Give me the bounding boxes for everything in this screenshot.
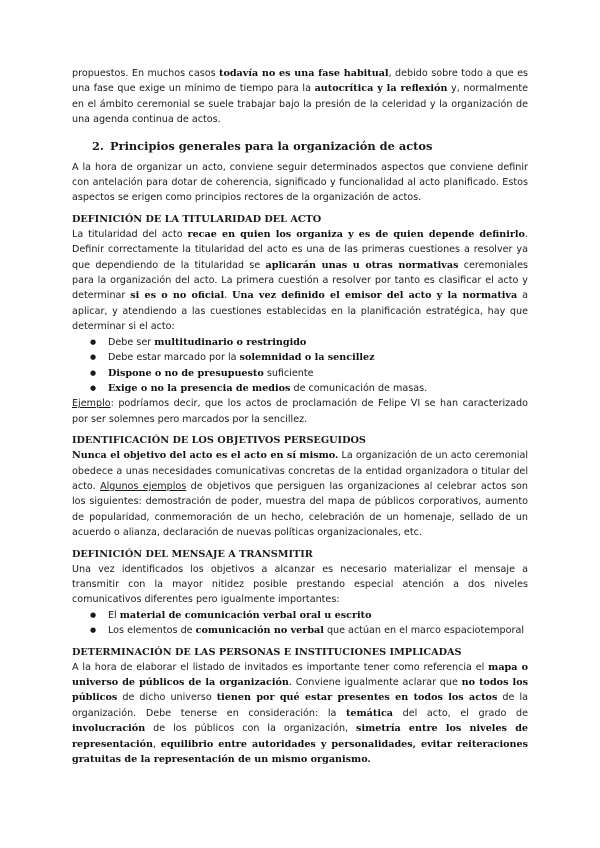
example-paragraph: Ejemplo: podríamos decir, que los actos de proclamación de Felipe VI se han caracterizado por ser solemnes pero marcados por la sencillez. bbox=[72, 398, 528, 425]
list-item: ● Debe ser multitudinario o restringido bbox=[90, 335, 528, 350]
list-item: ● Dispone o no de presupuesto suficiente bbox=[90, 366, 528, 381]
list-item: ● Exige o no la presencia de medios de comunicación de masas. bbox=[90, 381, 528, 396]
heading-objetivos: IDENTIFICACIÓN DE LOS OBJETIVOS PERSEGUIDOS bbox=[72, 435, 366, 447]
document-page bbox=[72, 66, 528, 767]
list-item: ● Los elementos de comunicación no verbal que actúan en el marco espaciotemporal bbox=[90, 623, 528, 638]
heading-titularidad: DEFINICIÓN DE LA TITULARIDAD DEL ACTO bbox=[72, 213, 322, 225]
section-heading: 2. Principios generales para la organización de actos bbox=[92, 138, 433, 153]
mensaje-list bbox=[72, 608, 528, 639]
heading-mensaje: DEFINICIÓN DEL MENSAJE A TRANSMITIR bbox=[72, 548, 313, 560]
paragraph-titularidad: La titularidad del acto recae en quien los organiza y es de quien depende definirlo. Definir correctamente la titularidad del acto es una de las primeras cuestiones a resolver ya que dependiendo de la titularidad se aplicarán unas u otras normativas ceremoniales para la organización del acto. La primera cuestión a resolver por tanto es clasificar el acto y determinar si es o no oficial. Una vez definido el emisor del acto y la normativa a aplicar, y atendiendo a las cuestiones establecidas en la planificación estratégica, hay que determinar si el acto: bbox=[72, 228, 529, 333]
paragraph-personas: A la hora de elaborar el listado de invitados es importante tener como referencia el mapa o universo de públicos de la organización. Conviene igualmente aclarar que no todos los públicos de dicho universo tienen por qué estar presentes en todos los actos de la organización. Debe tenerse en consideración: la temática del acto, el grado de involucración de los públicos con la organización, simetría entre los niveles de representación, equilibrio entre autoridades y personalidades, evitar reiteraciones gratuitas de la representación de un mismo organismo. bbox=[72, 661, 529, 766]
paragraph-objetivos: Nunca el objetivo del acto es el acto en sí mismo. La organización de un acto ceremonial obedece a unas necesidades comunicativas concretas de la entidad organizadora o titular del acto. Algunos ejemplos de objetivos que persiguen las organizaciones al celebrar actos son los siguientes: demostración de poder, muestra del mapa de públicos corporativos, aumento de popularidad, conmemoración de un hecho, celebración de un homenaje, sellado de un acuerdo o alianza, declaración de nuevas políticas organizacionales, etc. bbox=[72, 450, 528, 539]
paragraph-mensaje: Una vez identificados los objetivos a alcanzar es necesario materializar el mensaje a transmitir con la mayor nitidez posible prestando especial atención a dos niveles comunicativos diferentes pero igualmente importantes: bbox=[72, 563, 528, 606]
section-intro: A la hora de organizar un acto, conviene seguir determinados aspectos que conviene definir con antelación para dotar de coherencia, significado y funcionalidad al acto planificado. Estos aspectos se erigen como principios rectores de la organización de actos. bbox=[72, 161, 528, 204]
heading-personas: DETERMINACIÓN DE LAS PERSONAS E INSTITUCIONES IMPLICADAS bbox=[72, 646, 462, 658]
list-item: ● El material de comunicación verbal oral u escrito bbox=[90, 608, 528, 623]
list-item: ● Debe estar marcado por la solemnidad o la sencillez bbox=[90, 350, 528, 365]
intro-paragraph: propuestos. En muchos casos todavía no es una fase habitual, debido sobre todo a que es una fase que exige un mínimo de tiempo para la autocrítica y la reflexión y, normalmente en el ámbito ceremonial se suele trabajar bajo la presión de la celeridad y la organización de una agenda continua de actos. bbox=[72, 68, 528, 126]
titularidad-list bbox=[72, 335, 528, 397]
